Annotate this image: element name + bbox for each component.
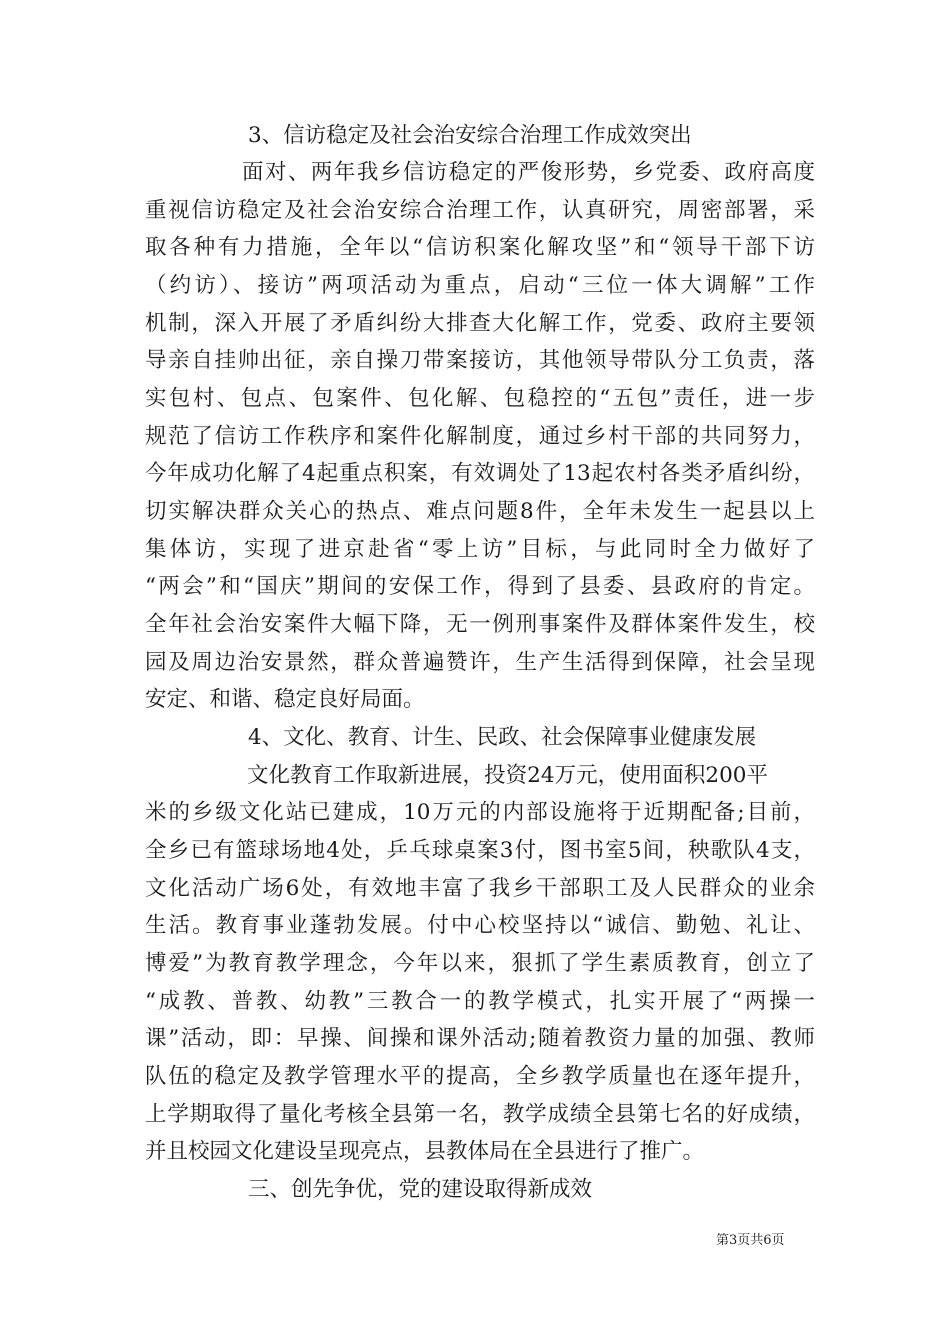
paragraph-line: 米的乡级文化站已建成，10万元的内部设施将于近期配备;目前， xyxy=(145,800,815,825)
paragraph-line: 生活。教育事业蓬勃发展。付中心校坚持以“诚信、勤勉、礼让、 xyxy=(145,913,815,938)
paragraph-line: 安定、和谐、稳定良好局面。 xyxy=(145,687,425,712)
paragraph-line: 集体访，实现了进京赴省“零上访”目标，与此同时全力做好了 xyxy=(145,537,815,562)
paragraph-line: 导亲自挂帅出征，亲自操刀带案接访，其他领导带队分工负责，落 xyxy=(145,348,815,373)
section-heading-3: 3、信访稳定及社会治安综合治理工作成效突出 xyxy=(248,123,692,148)
section-heading-party-building: 三、创先争优，党的建设取得新成效 xyxy=(248,1177,593,1202)
paragraph-line: 实包村、包点、包案件、包化解、包稳控的“五包”责任，进一步 xyxy=(145,386,815,411)
paragraph-line: 重视信访稳定及社会治安综合治理工作，认真研究，周密部署，采 xyxy=(145,198,815,223)
paragraph-line: 面对、两年我乡信访稳定的严俊形势，乡党委、政府高度 xyxy=(242,160,815,185)
paragraph-line: 今年成功化解了4起重点积案，有效调处了13起农村各类矛盾纠纷， xyxy=(145,461,815,486)
paragraph-line: 文化活动广场6处，有效地丰富了我乡干部职工及人民群众的业余 xyxy=(145,876,815,901)
paragraph-line: 并且校园文化建设呈现亮点，县教体局在全县进行了推广。 xyxy=(145,1139,705,1164)
page-number: 第3页共6页 xyxy=(716,1233,785,1248)
paragraph-line: 机制，深入开展了矛盾纠纷大排查大化解工作，党委、政府主要领 xyxy=(145,311,815,336)
paragraph-line: 队伍的稳定及教学管理水平的提高，全乡教学质量也在逐年提升， xyxy=(145,1064,815,1089)
section-heading-4: 4、文化、教育、计生、民政、社会保障事业健康发展 xyxy=(248,725,757,750)
paragraph-line: 规范了信访工作秩序和案件化解制度，通过乡村干部的共同努力， xyxy=(145,424,815,449)
paragraph-line: “成教、普教、幼教”三教合一的教学模式，扎实开展了“两操一 xyxy=(145,989,815,1014)
paragraph-line: 课”活动，即：早操、间操和课外活动;随着教资力量的加强、教师 xyxy=(145,1026,815,1051)
paragraph-line: 取各种有力措施，全年以“信访积案化解攻坚”和“领导干部下访 xyxy=(145,235,815,260)
paragraph-line: （约访）、接访”两项活动为重点，启动“三位一体大调解”工作 xyxy=(145,273,815,298)
paragraph-line: 博爱”为教育教学理念，今年以来，狠抓了学生素质教育，创立了 xyxy=(145,951,815,976)
paragraph-line: 全乡已有篮球场地4处，乒乓球桌案3付，图书室5间，秧歌队4支， xyxy=(145,838,815,863)
paragraph-line: “两会”和“国庆”期间的安保工作，得到了县委、县政府的肯定。 xyxy=(145,574,815,599)
paragraph-line: 园及周边治安景然，群众普遍赞许，生产生活得到保障，社会呈现 xyxy=(145,650,815,675)
paragraph-line: 文化教育工作取新进展，投资24万元，使用面积200平 xyxy=(247,763,768,788)
paragraph-line: 切实解决群众关心的热点、难点问题8件，全年未发生一起县以上 xyxy=(145,499,815,524)
paragraph-line: 上学期取得了量化考核全县第一名，教学成绩全县第七名的好成绩， xyxy=(145,1102,815,1127)
paragraph-line: 全年社会治安案件大幅下降，无一例刑事案件及群体案件发生，校 xyxy=(145,612,815,637)
